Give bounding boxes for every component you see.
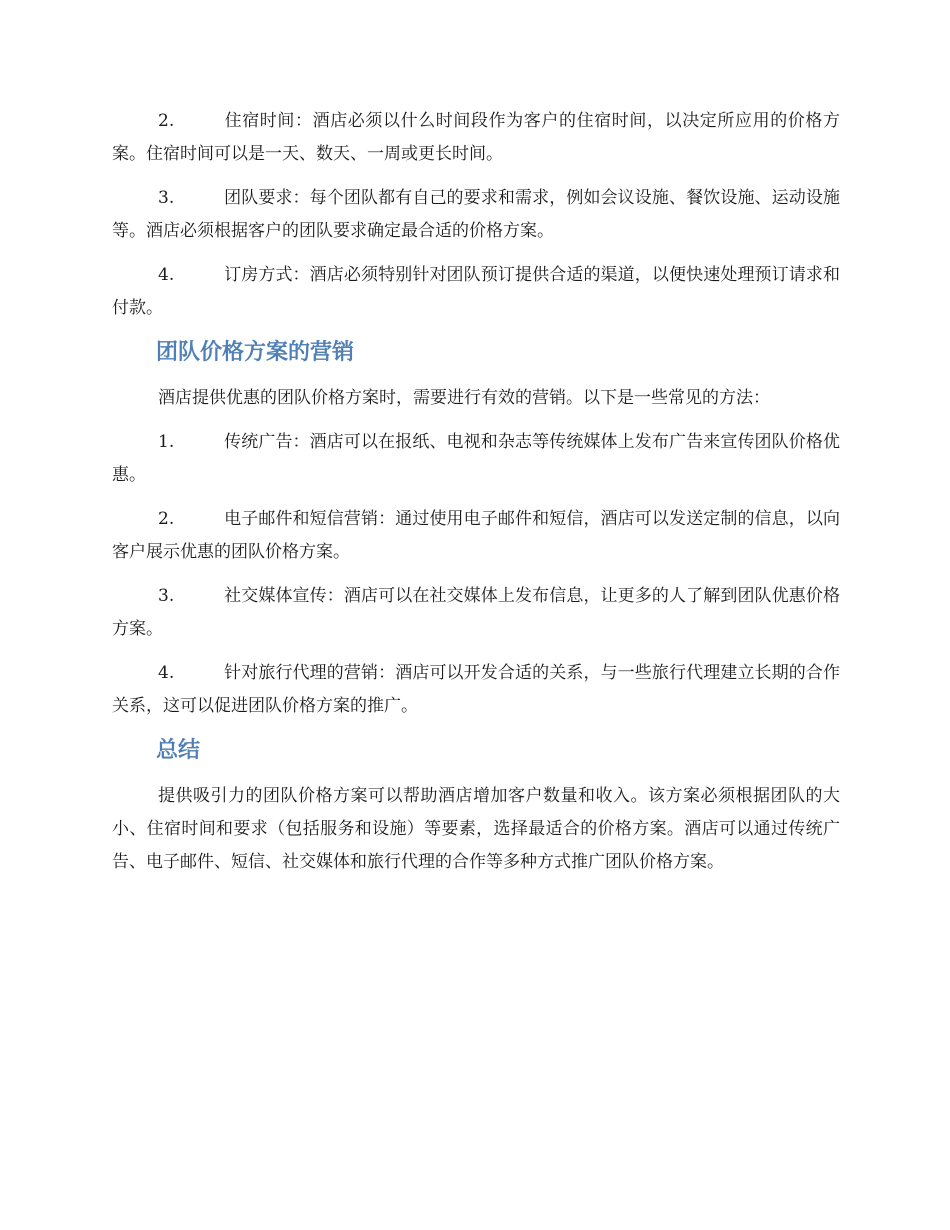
summary-paragraph: 提供吸引力的团队价格方案可以帮助酒店增加客户数量和收入。该方案必须根据团队的大小、住宿时间和要求（包括服务和设施）等要素，选择最适合的价格方案。酒店可以通过传统广告、电子邮件、短信、社交媒体和旅行代理的合作等多种方式推广团队价格方案。 bbox=[112, 786, 840, 872]
section-heading-marketing: 团队价格方案的营销 bbox=[156, 340, 355, 365]
list-text: 团队要求：每个团队都有自己的要求和需求，例如会议设施、餐饮设施、运动设施等。酒店必须根据客户的团队要求确定最合适的价格方案。 bbox=[112, 188, 840, 241]
list-number: 2. bbox=[158, 509, 175, 529]
section-heading-summary: 总结 bbox=[156, 738, 201, 763]
list-text: 订房方式：酒店必须特别针对团队预订提供合适的渠道，以便快速处理预订请求和付款。 bbox=[112, 265, 840, 318]
list-number: 4. bbox=[158, 265, 175, 285]
list-item bbox=[112, 657, 840, 723]
document-page bbox=[112, 105, 840, 890]
list-text: 针对旅行代理的营销：酒店可以开发合适的关系，与一些旅行代理建立长期的合作关系，这可以促进团队价格方案的推广。 bbox=[112, 663, 840, 716]
list-item bbox=[112, 426, 840, 492]
list-text: 住宿时间：酒店必须以什么时间段作为客户的住宿时间，以决定所应用的价格方案。住宿时间可以是一天、数天、一周或更长时间。 bbox=[112, 111, 840, 164]
list-number: 3. bbox=[158, 586, 175, 606]
list-number: 3. bbox=[158, 188, 175, 208]
intro-paragraph: 酒店提供优惠的团队价格方案时，需要进行有效的营销。以下是一些常见的方法： bbox=[158, 388, 770, 408]
list-number: 2. bbox=[158, 111, 175, 131]
list-item bbox=[112, 580, 840, 646]
list-number: 1. bbox=[158, 432, 175, 452]
list-text: 社交媒体宣传：酒店可以在社交媒体上发布信息，让更多的人了解到团队优惠价格方案。 bbox=[112, 586, 840, 639]
list-text: 电子邮件和短信营销：通过使用电子邮件和短信，酒店可以发送定制的信息，以向客户展示优惠的团队价格方案。 bbox=[112, 509, 840, 562]
list-number: 4. bbox=[158, 663, 175, 683]
list-item bbox=[112, 503, 840, 569]
list-item bbox=[112, 105, 840, 171]
list-text: 传统广告：酒店可以在报纸、电视和杂志等传统媒体上发布广告来宣传团队价格优惠。 bbox=[112, 432, 840, 485]
list-item bbox=[112, 182, 840, 248]
list-item bbox=[112, 259, 840, 325]
